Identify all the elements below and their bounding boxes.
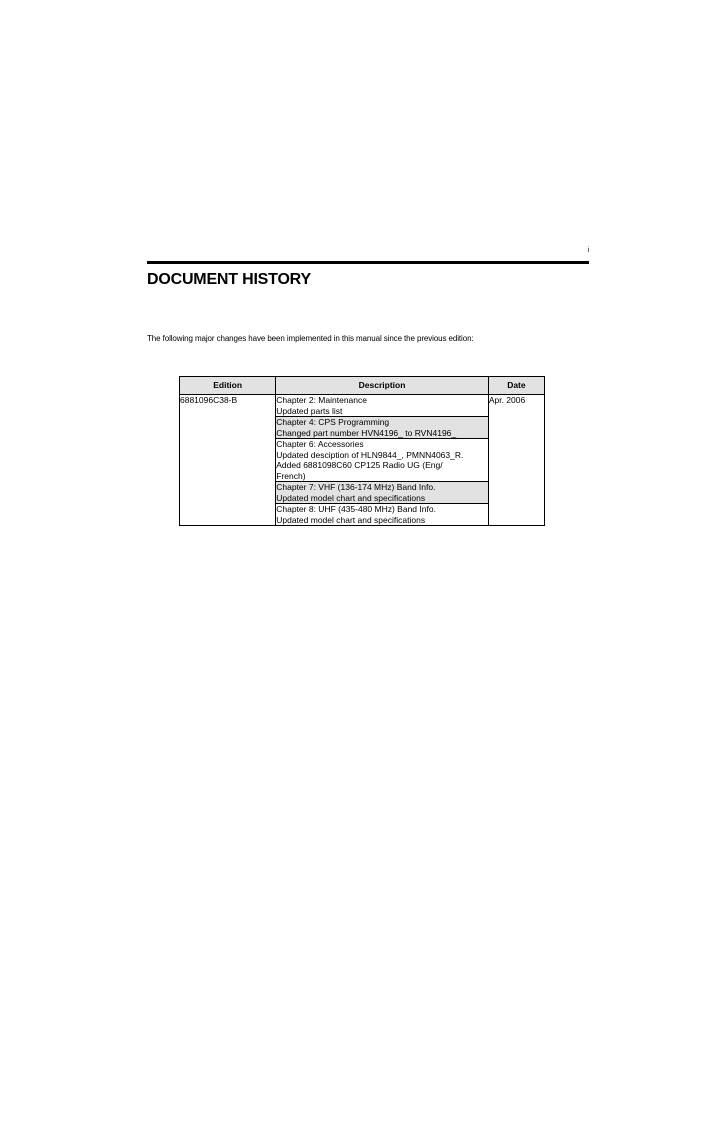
page-title: DOCUMENT HISTORY: [147, 271, 311, 288]
description-line: Updated model chart and specifications: [276, 514, 426, 525]
edition-cell: 6881096C38-B: [180, 395, 276, 526]
page-number: i: [587, 247, 589, 254]
description-line: Chapter 7: VHF (136-174 MHz) Band Info.: [276, 482, 436, 492]
description-line: Chapter 2: Maintenance: [276, 395, 367, 405]
description-line: Added 6881098C60 CP125 Radio UG (Eng/: [276, 460, 443, 470]
description-cell: [276, 395, 489, 417]
document-history-table: [179, 376, 545, 526]
date-cell: Apr. 2006: [488, 395, 544, 526]
description-line: Updated model chart and specifications: [276, 492, 426, 503]
description-cell: [276, 439, 489, 482]
description-line: Chapter 4: CPS Programming: [276, 417, 390, 427]
table-row: [180, 395, 545, 417]
description-cell: [276, 482, 489, 504]
description-line: Updated desciption of HLN9844_, PMNN4063_R.: [276, 449, 464, 460]
description-cell: [276, 417, 489, 439]
description-line: Chapter 6: Accessories: [276, 439, 364, 449]
intro-text: The following major changes have been implemented in this manual since the previous edition:: [147, 334, 474, 343]
table-header-row: [180, 377, 545, 395]
edition-header: Edition: [180, 377, 276, 395]
description-line: Changed part number HVN4196_ to RVN4196_: [276, 427, 457, 438]
description-cell: [276, 504, 489, 526]
description-header: Description: [276, 377, 489, 395]
description-line: French): [276, 470, 306, 481]
description-line: Updated parts list: [276, 405, 343, 416]
description-line: Chapter 8: UHF (435-480 MHz) Band Info.: [276, 504, 436, 514]
table-body: [180, 395, 545, 526]
header-rule: [147, 261, 589, 264]
date-header: Date: [488, 377, 544, 395]
